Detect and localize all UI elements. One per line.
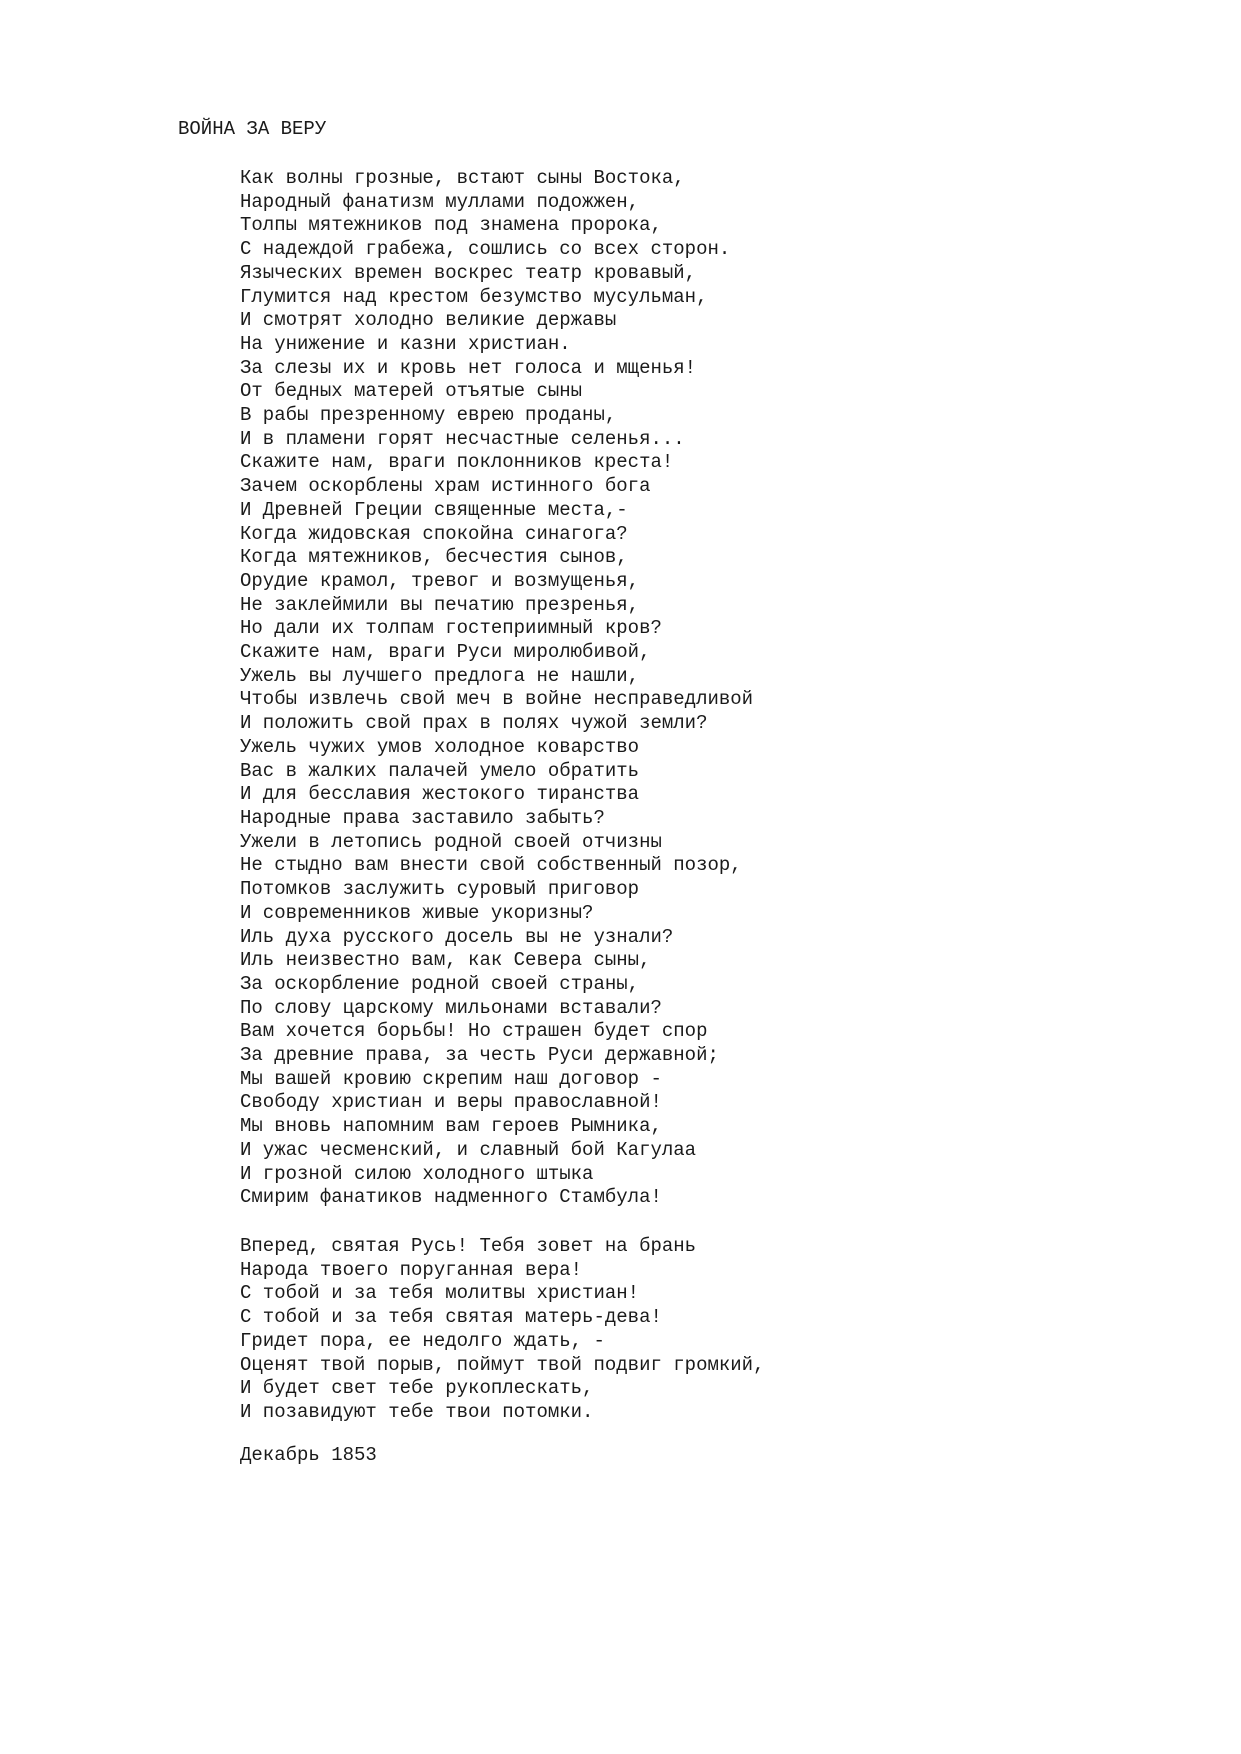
poem-line: Глумится над крестом безумство мусульман, [240,285,708,308]
poem-line: С надеждой грабежа, сошлись со всех сторон. [240,238,731,261]
poem-line: Ужель вы лучшего предлога не нашли, [240,664,640,687]
poem-line: И смотрят холодно великие державы [240,309,617,332]
poem-line: Потомков заслужить суровый приговор [240,878,640,901]
poem-line: Когда мятежников, бесчестия сынов, [240,546,628,569]
poem-line: Мы вновь напомним вам героев Рымника, [240,1115,662,1138]
poem-line: Иль неизвестно вам, как Севера сыны, [240,949,651,972]
poem-line: Ужель чужих умов холодное коварство [240,735,640,758]
poem-line: По слову царскому мильонами вставали? [240,996,662,1019]
poem-line: Когда жидовская спокойна синагога? [240,522,628,545]
poem-stanza-2 [240,1235,765,1425]
poem-line: Народный фанатизм муллами подожжен, [240,190,640,213]
poem-line: Ужели в летопись родной своей отчизны [240,830,662,853]
poem-line: От бедных матерей отъятые сыны [240,380,583,403]
poem-stanza-1 [240,167,753,1210]
poem-line: С тобой и за тебя молитвы христиан! [240,1282,640,1305]
poem-line: Вас в жалких палачей умело обратить [240,759,640,782]
poem-line: Скажите нам, враги Руси миролюбивой, [240,641,651,664]
poem-line: И грозной силою холодного штыка [240,1162,594,1185]
poem-line: За слезы их и кровь нет голоса и мщенья! [240,356,697,379]
poem-line: Чтобы извлечь свой меч в войне несправедливой [240,688,754,711]
poem-line: И будет свет тебе рукоплескать, [240,1377,594,1400]
poem-line: За древние права, за честь Руси державной; [240,1044,719,1067]
poem-line: И в пламени горят несчастные селенья... [240,427,685,450]
poem-line: Как волны грозные, встают сыны Востока, [240,167,685,189]
poem-line: Толпы мятежников под знамена пророка, [240,214,662,237]
poem-line: И позавидуют тебе твои потомки. [240,1400,594,1423]
poem-line: Языческих времен воскрес театр кровавый, [240,261,697,284]
poem-line: Вам хочется борьбы! Но страшен будет спор [240,1020,708,1043]
poem-line: И Древней Греции священные места,- [240,498,628,521]
poem-line: Оценят твой порыв, поймут твой подвиг громкий, [240,1353,765,1376]
poem-line: И ужас чесменский, и славный бой Кагулаа [240,1138,697,1161]
poem-line: Вперед, святая Русь! Тебя зовет на брань [240,1235,697,1257]
poem-line: Зачем оскорблены храм истинного бога [240,475,651,498]
poem-line: Не стыдно вам внести свой собственный позор, [240,854,742,877]
poem-line: Не заклеймили вы печатию презренья, [240,593,640,616]
poem-line: Орудие крамол, тревог и возмущенья, [240,569,640,592]
poem-line: Народные права заставило забыть? [240,806,605,829]
poem-line: И положить свой прах в полях чужой земли? [240,712,708,735]
poem-line: Иль духа русского досель вы не узнали? [240,925,674,948]
poem-line: С тобой и за тебя святая матерь-дева! [240,1306,662,1329]
poem-line: На унижение и казни христиан. [240,332,571,355]
poem-title: ВОЙНА ЗА ВЕРУ [178,118,327,140]
poem-line: За оскорбление родной своей страны, [240,972,640,995]
poem-date: Декабрь 1853 [240,1444,377,1466]
poem-line: И для бесславия жестокого тиранства [240,783,640,806]
poem-line: Но дали их толпам гостеприимный кров? [240,617,662,640]
poem-line: Гридет пора, ее недолго ждать, - [240,1329,605,1352]
poem-line: Свободу христиан и веры православной! [240,1091,662,1114]
poem-line: Смирим фанатиков надменного Стамбула! [240,1186,662,1209]
poem-line: В рабы презренному еврею проданы, [240,404,617,427]
poem-line: Мы вашей кровию скрепим наш договор - [240,1067,662,1090]
poem-line: И современников живые укоризны? [240,901,594,924]
poem-line: Народа твоего поруганная вера! [240,1258,583,1281]
poem-line: Скажите нам, враги поклонников креста! [240,451,674,474]
